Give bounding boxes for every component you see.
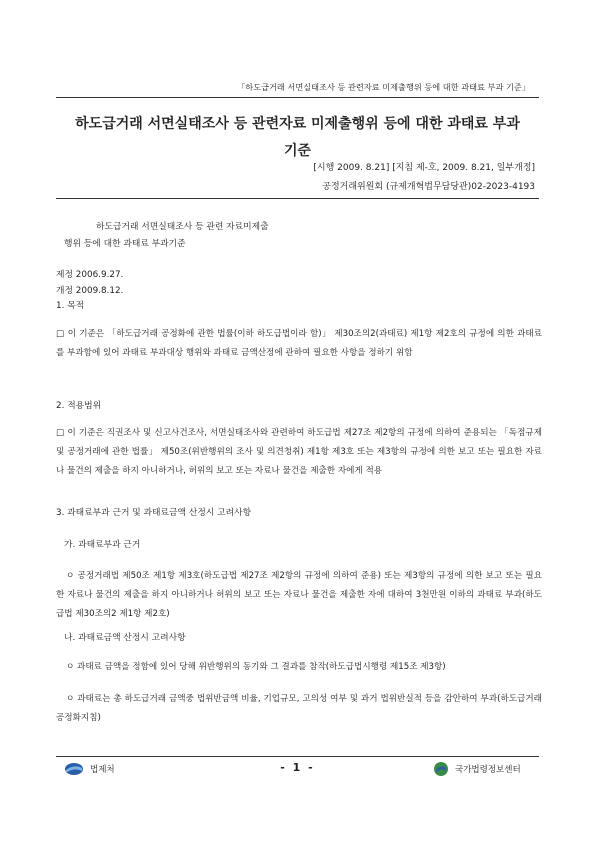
section-3-heading: 3. 과태료부과 근거 및 과태료금액 산정시 고려사항 bbox=[56, 508, 252, 518]
enacted-date: 제정 2006.9.27. bbox=[56, 270, 124, 280]
agency-info: 공정거래위원회 (규제개혁법무담당관)02-2023-4193 bbox=[322, 182, 535, 192]
page-number: - 1 - bbox=[280, 761, 315, 774]
footer-right bbox=[433, 761, 521, 777]
footer-rule bbox=[56, 756, 539, 757]
subtitle-line-2: 행위 등에 대한 과태료 부과기준 bbox=[64, 239, 186, 249]
section-3a-heading: 가. 과태료부과 근거 bbox=[64, 540, 141, 550]
title-line-2: 기준 bbox=[283, 143, 312, 159]
subtitle-line-1: 하도급거래 서면실태조사 등 관련 자료미제출 bbox=[96, 222, 269, 232]
section-1-heading: 1. 목적 bbox=[56, 301, 85, 311]
title-line-1: 하도급거래 서면실태조사 등 관련자료 미제출행위 등에 대한 과태료 부과 bbox=[75, 116, 520, 132]
section-1-body: □ 이 기준은 「하도급거래 공정화에 관한 법률(이하 하도급법이라 함)」 제30조의2(과태료) 제1항 제2호의 규정에 의한 과태료를 부과함에 있어 과태료 부과대상 행위와 과태료 금액산정에 관하여 필요한 사항을 정하기 위함 bbox=[56, 329, 542, 358]
document-title bbox=[56, 111, 539, 165]
title-rule bbox=[56, 198, 539, 199]
section-2-body: □ 이 기준은 직권조사 및 신고사건조사, 서면실태조사와 관련하여 하도급법 제27조 제2항의 규정에 의하여 준용되는 「독점규제 및 공정거래에 관한 법률」 제50조(위반행위의 조사 및 의견청취) 제1항 제3호 또는 제3항의 규정에 의한 보고 또는 필요한 자료나 물건의 제출을 하지 아니하거나, 허위의 보고 또는 자료나 물건을 제출한 자에게 적용 bbox=[56, 428, 542, 476]
law-info-center-logo-icon bbox=[433, 761, 449, 777]
section-3b-item-2: ㅇ 과태료는 총 하도급거래 금액중 법위반금액 비율, 기업규모, 고의성 여부 및 과거 법위반실적 등을 감안하여 부과(하도급거래공정화지침) bbox=[56, 694, 542, 723]
section-2-heading: 2. 적용범위 bbox=[56, 401, 102, 411]
footer-right-label: 국가법령정보센터 bbox=[455, 765, 521, 775]
header-rule bbox=[56, 97, 539, 98]
running-header: 「하도급거래 서면실태조사 등 관련자료 미제출행위 등에 대한 과태료 부과 기준」 bbox=[237, 82, 530, 92]
section-3a-body: ㅇ 공정거래법 제50조 제1항 제3호(하도급법 제27조 제2항의 규정에 의하여 준용) 또는 제3항의 규정에 의한 보고 또는 필요한 자료나 물건의 제출을 하지 아니하거나 허위의 보고 또는 자료나 물건을 제출한 자에 대하여 3천만원 이하의 과태료 부과(하도급법 제30조의2 제1항 제2호) bbox=[56, 571, 542, 619]
enforcement-info: [시행 2009. 8.21] [지침 제-호, 2009. 8.21, 일부개정] bbox=[313, 163, 535, 173]
footer-left-label: 법제처 bbox=[90, 765, 115, 775]
amended-date: 개정 2009.8.12. bbox=[56, 286, 124, 296]
section-3b-heading: 나. 과태료금액 산정시 고려사항 bbox=[64, 633, 186, 643]
section-3b-item-1: ㅇ 과태료 금액을 정함에 있어 당해 위반행위의 동기와 그 결과를 참작(하도급법시행령 제15조 제3항) bbox=[66, 662, 446, 672]
